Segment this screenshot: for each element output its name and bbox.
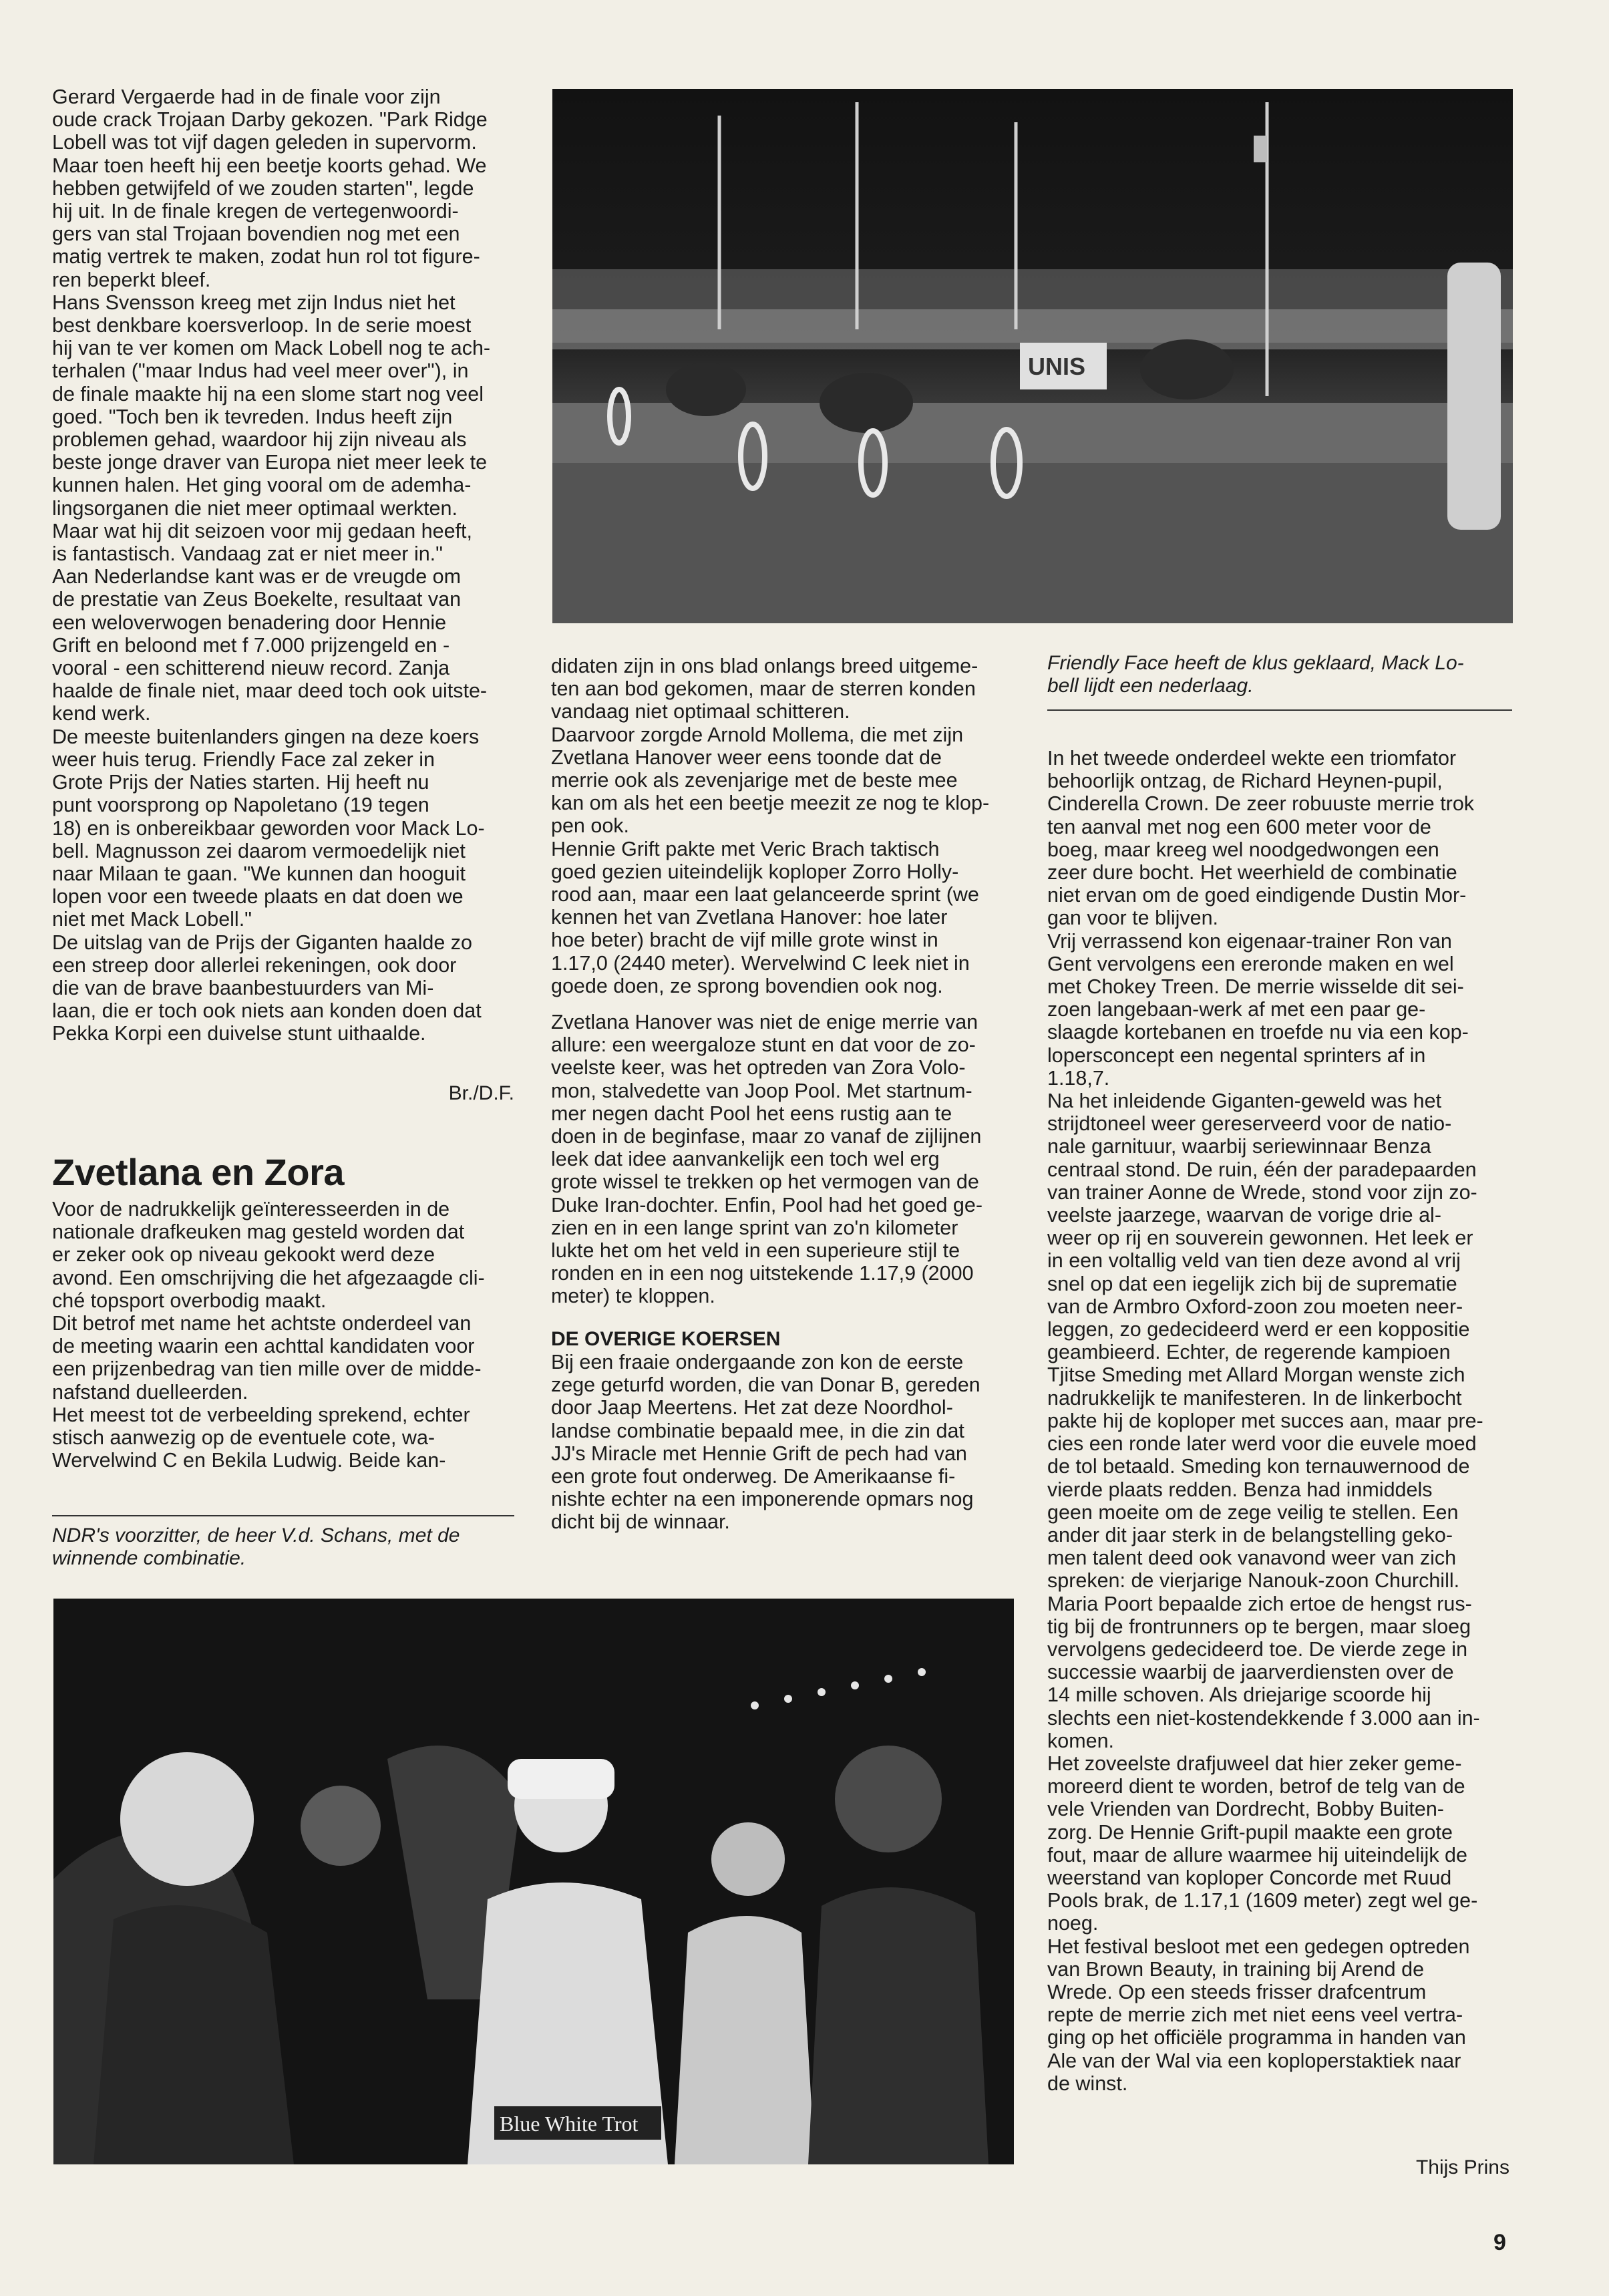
photo-caption-top: Friendly Face heeft de klus geklaard, Mack Lo- bell lijdt een nederlaag. bbox=[1047, 652, 1464, 697]
column3-text bbox=[1047, 747, 1512, 2095]
award-photo bbox=[53, 1599, 1014, 2164]
racing-photo bbox=[552, 89, 1513, 623]
caption-rule bbox=[1047, 709, 1512, 711]
svg-text:UNIS: UNIS bbox=[1028, 353, 1086, 380]
column3-signature: Thijs Prins bbox=[1415, 2156, 1509, 2178]
article-headline: Zvetlana en Zora bbox=[52, 1151, 345, 1193]
section-subhead: DE OVERIGE KOERSEN bbox=[551, 1327, 781, 1350]
svg-text:Blue White Trot: Blue White Trot bbox=[500, 2112, 639, 2136]
award-photo-image bbox=[53, 1599, 1014, 2164]
column1-bottom-text bbox=[52, 1198, 514, 1472]
article-text: Voor de nadrukkelijk geïnteresseerden in de nationale drafkeuken mag gesteld worden dat er zeker ook op niveau gekookt werd deze avond. Een omschrijving die het afgezaagde cli- ché topsport overbodig maakt. Dit betrof met name het achtste onderdeel van de meeting waarin een achttal kandidaten voor een prijzenbedrag van tien mille over de midde- nafstand duelleerden. Het meest tot de verbeelding sprekend, echter stisch aanwezig op de eventuele cote, wa- Wervelwind C en Bekila Ludwig. Beide kan- bbox=[52, 1198, 485, 1472]
page-number: 9 bbox=[1493, 2230, 1506, 2255]
caption-rule bbox=[52, 1515, 514, 1516]
article-text: Bij een fraaie ondergaande zon kon de eerste zege geturfd worden, die van Donar B, gereden door Jaap Meertens. Het zat deze Noordhol- landse combinatie bepaald mee, in die zin dat JJ's Miracle met Hennie Grift de pech had van een grote fout onderweg. De Amerikaanse fi- nishte echter na een imponerende opmars nog dicht bij de winnaar. bbox=[551, 1350, 980, 1534]
photo-caption-bottom: NDR's voorzitter, de heer V.d. Schans, met de winnende combinatie. bbox=[52, 1524, 460, 1569]
article-text: Gerard Vergaerde had in de finale voor zijn oude crack Trojaan Darby gekozen. "Park Ridge Lobell was tot vijf dagen geleden in supervorm. Maar toen heeft hij een beetje koorts gehad. We hebben getwijfeld of we zouden starten", legde hij uit. In de finale kregen de vertegenwoordi- gers van stal Trojaan bovendien nog met een matig vertrek te maken, zodat hun rol tot figure- ren beperkt bleef. Hans Svensson kreeg met zijn Indus niet het best denkbare koersverloop. In de serie moest hij van te ver komen om Mack Lobell nog te ach- terhalen ("maar Indus had veel meer over"), in de finale maakte hij na een slome start nog veel goed. "Toch ben ik tevreden. Indus heeft zijn problemen gehad, waardoor hij zijn niveau als beste jonge draver van Europa niet meer leek te kunnen halen. Het ging vooral om de ademha- lingsorganen die niet meer optimaal werkten. Maar wat hij dit seizoen voor mij gedaan heeft, is fantastisch. Vandaag zat er niet meer in." Aan Nederlandse kant was er de vreugde om de prestatie van Zeus Boekelte, resultaat van een weloverwogen benadering door Hennie Grift en beloond met f 7.000 prijzengeld en - vooral - een schitterend nieuw record. Zanja haalde de finale niet, maar deed toch ook uitste- kend werk. De meeste buitenlanders gingen na deze koers weer huis terug. Friendly Face zal zeker in Grote Prijs der Naties starten. Hij heeft nu punt voorsprong op Napoletano (19 tegen 18) en is onbereikbaar geworden voor Mack Lo- bell. Magnusson zei daarom vermoedelijk niet naar Milaan te gaan. "We kunnen dan hooguit lopen voor een tweede plaats en dat doen we niet met Mack Lobell." De uitslag van de Prijs der Giganten haalde zo een streep door allerlei rekeningen, ook door die van de brave baanbestuurders van Mi- laan, die er toch ook niets aan konden doen dat Pekka Korpi een duivelse stunt uithaalde. bbox=[52, 86, 491, 1045]
column1-top-text bbox=[52, 86, 514, 1045]
racing-photo-image bbox=[552, 89, 1513, 623]
article-text: didaten zijn in ons blad onlangs breed uitgeme- ten aan bod gekomen, maar de sterren konden vandaag niet optimaal schitteren. Daarvoor zorgde Arnold Mollema, die met zijn Zvetlana Hanover weer eens toonde dat de merrie ook als zevenjarige met de beste mee kan om als het een beetje meezit ze nog te klop- pen ook. Hennie Grift pakte met Veric Brach taktisch goed gezien uiteindelijk koploper Zorro Holly- rood aan, maar een laat gelanceerde sprint (we kennen het van Zvetlana Hanover: hoe later hoe beter) bracht de vijf mille grote winst in 1.17,0 (2440 meter). Wervelwind C leek niet in goede doen, ze sprong bovendien ook nog. bbox=[551, 655, 990, 997]
column2-text bbox=[551, 655, 1013, 1534]
article-text: Zvetlana Hanover was niet de enige merrie van allure: een weergaloze stunt en dat voor de zo- veelste keer, was het optreden van Zora Volo- mon, stalvedette van Joop Pool. Met startnum- mer negen dacht Pool het eens rustig aan te doen in de beginfase, maar zo vanaf de zijlijnen leek dat idee aanvankelijk een toch wel erg grote wissel te trekken op het vermogen van de Duke Iran-dochter. Enfin, Pool had het goed ge- zien en in een lange sprint van zo'n kilometer lukte het om het veld in een superieure stijl te ronden en in een nog uitstekende 1.17,9 (2000 meter) te kloppen. bbox=[551, 1011, 983, 1308]
article-text: In het tweede onderdeel wekte een triomfator behoorlijk ontzag, de Richard Heynen-pupil, Cinderella Crown. De zeer robuuste merrie trok ten aanval met nog een 600 meter voor de boeg, maar kreeg wel noodgedwongen een zeer dure bocht. Het weerhield de combinatie niet ervan om de goed eindigende Dustin Mor- gan voor te blijven. Vrij verrassend kon eigenaar-trainer Ron van Gent vervolgens een ereronde maken en wel met Chokey Treen. De merrie wisselde dit sei- zoen langebaan-werk af met een paar ge- slaagde kortebanen en troefde nu via een kop- lopersconcept een negental sprinters af in 1.18,7. Na het inleidende Giganten-geweld was het strijdtoneel weer gereserveerd voor de natio- nale garnituur, waarbij seriewinnaar Benza centraal stond. De ruin, één der paradepaarden van trainer Aonne de Wrede, stond voor zijn zo- veelste jaarzege, waarvan de vorige drie al- weer op rij en souverein gewonnen. Het leek er in een voltallig veld van tien deze avond al vrij snel op dat een iegelijk zich bij de suprematie van de Armbro Oxford-zoon zou moeten neer- leggen, zo gedecideerd werd er een koppositie geambieerd. Echter, de regerende kampioen Tjitse Smeding met Allard Morgan wenste zich nadrukkelijk te manifesteren. In de linkerbocht pakte hij de koploper met succes aan, maar pre- cies een ronde later werd voor die euvele moed de tol betaald. Smeding kon ternauwernood de vierde plaats redden. Benza had inmiddels geen moeite om de zege veilig te stellen. Een ander dit jaar sterk in de belangstelling geko- men talent deed ook vanavond weer van zich spreken: de vierjarige Nanouk-zoon Churchill. Maria Poort bepaalde zich ertoe de hengst rus- tig bij de frontrunners op te bergen, maar sloeg vervolgens gedecideerd toe. De vierde zege in successie waarbij de jaarverdiensten over de 14 mille schoven. Als driejarige scoorde hij slechts een niet-kostendekkende f 3.000 aan in- komen. Het zoveelste drafjuweel dat hier zeker geme- moreerd dient te worden, betrof de telg van de vele Vrienden van Dordrecht, Bobby Buiten- zorg. De Hennie Grift-pupil maakte een grote fout, maar de allure waarmee hij uiteindelijk de weerstand van koploper Concorde met Ruud Pools brak, de 1.17,1 (1609 meter) zegt wel ge- noeg. Het festival besloot met een gedegen optreden van Brown Beauty, in training bij Arend de Wrede. Op een steeds frisser drafcentrum repte de merrie zich met niet eens veel vertra- ging op het officiële programma in handen van Ale van der Wal via een koploperstaktiek naar de winst. bbox=[1047, 747, 1483, 2095]
column1-signature: Br./D.F. bbox=[448, 1082, 514, 1104]
